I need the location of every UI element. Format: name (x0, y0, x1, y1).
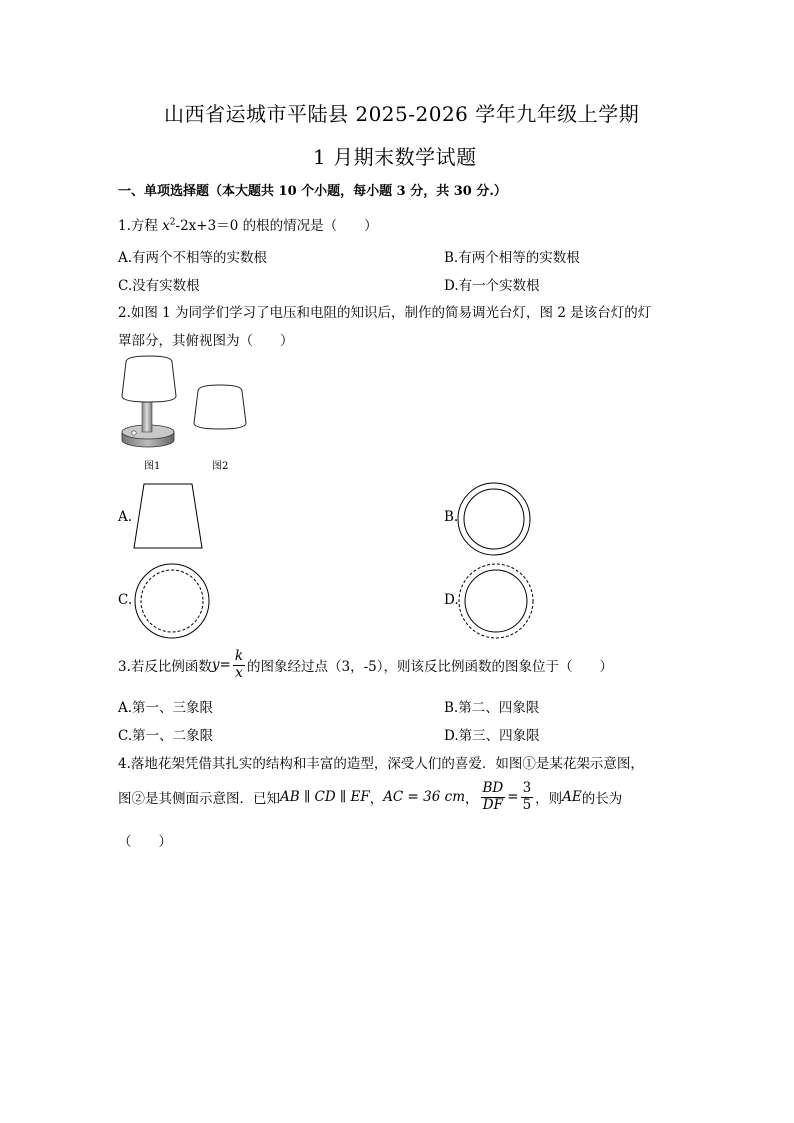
q1-option-b[interactable]: B.有两个相等的实数根 (444, 250, 580, 266)
q4-ratio-eq: = (507, 789, 519, 805)
q4-text-f: ，则 (535, 791, 563, 807)
q4-value-denominator: 5 (522, 796, 532, 813)
q4-text-h: 的长为 (581, 791, 623, 807)
figure-2-caption: 图2 (212, 461, 229, 472)
q2-option-c-circles[interactable] (132, 563, 212, 639)
q2-option-d-circles[interactable] (456, 563, 536, 639)
q3-prefix: 3.若反比例函数 (118, 659, 212, 675)
question-2-line-2: 罩部分，其俯视图为（ ） (118, 333, 294, 349)
q3-eq: = (219, 657, 231, 673)
question-4-line-2 (118, 782, 622, 812)
q3-y: y (211, 657, 220, 673)
q3-numerator: k (234, 648, 244, 664)
q4-ratio-numerator: BD (482, 780, 504, 796)
q4-ratio-fraction (481, 782, 506, 812)
q3-option-d[interactable]: D.第三、四象限 (444, 728, 540, 744)
q3-option-c[interactable]: C.第一、二象限 (118, 728, 214, 744)
q4-ac-length: AC = 36 cm (383, 789, 465, 805)
q1-option-a[interactable]: A.有两个不相等的实数根 (118, 250, 268, 266)
q3-fraction (233, 650, 245, 680)
q1-rest: -2x+3＝0 的根的情况是（ ） (175, 218, 378, 234)
question-2-line-1: 2.如图 1 为同学们学习了电压和电阻的知识后，制作的简易调光台灯，图 2 是该台灯的灯 (118, 305, 652, 321)
q2-option-a-trapezoid[interactable] (132, 482, 204, 550)
q4-comma-1: ， (369, 791, 384, 807)
q1-option-d[interactable]: D.有一个实数根 (444, 278, 540, 294)
q2-option-c-label[interactable]: C. (118, 592, 133, 608)
question-1 (118, 214, 378, 234)
figure-1-lamp (114, 352, 184, 452)
q2-option-d-label[interactable]: D. (444, 592, 459, 608)
q4-ae: AE (562, 789, 582, 805)
q4-value-fraction (521, 782, 534, 812)
q3-option-b[interactable]: B.第二、四象限 (444, 700, 540, 716)
question-3 (118, 650, 613, 680)
page-title-line-1: 山西省运城市平陆县 2025-2026 学年九年级上学期 (164, 102, 640, 126)
q3-option-a[interactable]: A.第一、三象限 (118, 700, 214, 716)
q1-option-c[interactable]: C.没有实数根 (118, 278, 200, 294)
q1-var: x (162, 218, 170, 234)
figure-1-caption: 图1 (144, 461, 161, 472)
q3-rest: 的图象经过点（3，-5），则该反比例函数的图象位于（ ） (247, 659, 614, 675)
q1-exponent: 2 (169, 217, 176, 228)
q1-prefix: 1.方程 (118, 218, 163, 234)
q2-option-a-label[interactable]: A. (118, 509, 133, 525)
q4-ratio-denominator: DF (482, 796, 503, 813)
question-4-line-1: 4.落地花架凭借其扎实的结构和丰富的造型，深受人们的喜爱．如图①是某花架示意图， (118, 756, 644, 772)
figure-2-lampshade (190, 383, 250, 431)
q4-parallel: AB ∥ CD ∥ EF (280, 789, 370, 805)
q4-text-a: 图②是其侧面示意图．已知 (118, 791, 280, 807)
page-title-line-2: 1 月期末数学试题 (313, 145, 477, 169)
q2-option-b-circles[interactable] (456, 481, 532, 557)
question-4-answer-blank: （ ） (118, 834, 172, 850)
q3-denominator: x (235, 664, 243, 681)
q4-value-numerator: 3 (522, 780, 532, 796)
q2-option-b-label[interactable]: B. (444, 509, 459, 525)
section-heading: 一、单项选择题（本大题共 10 个小题，每小题 3 分，共 30 分.） (118, 184, 507, 199)
q4-comma-2: ， (465, 791, 479, 807)
